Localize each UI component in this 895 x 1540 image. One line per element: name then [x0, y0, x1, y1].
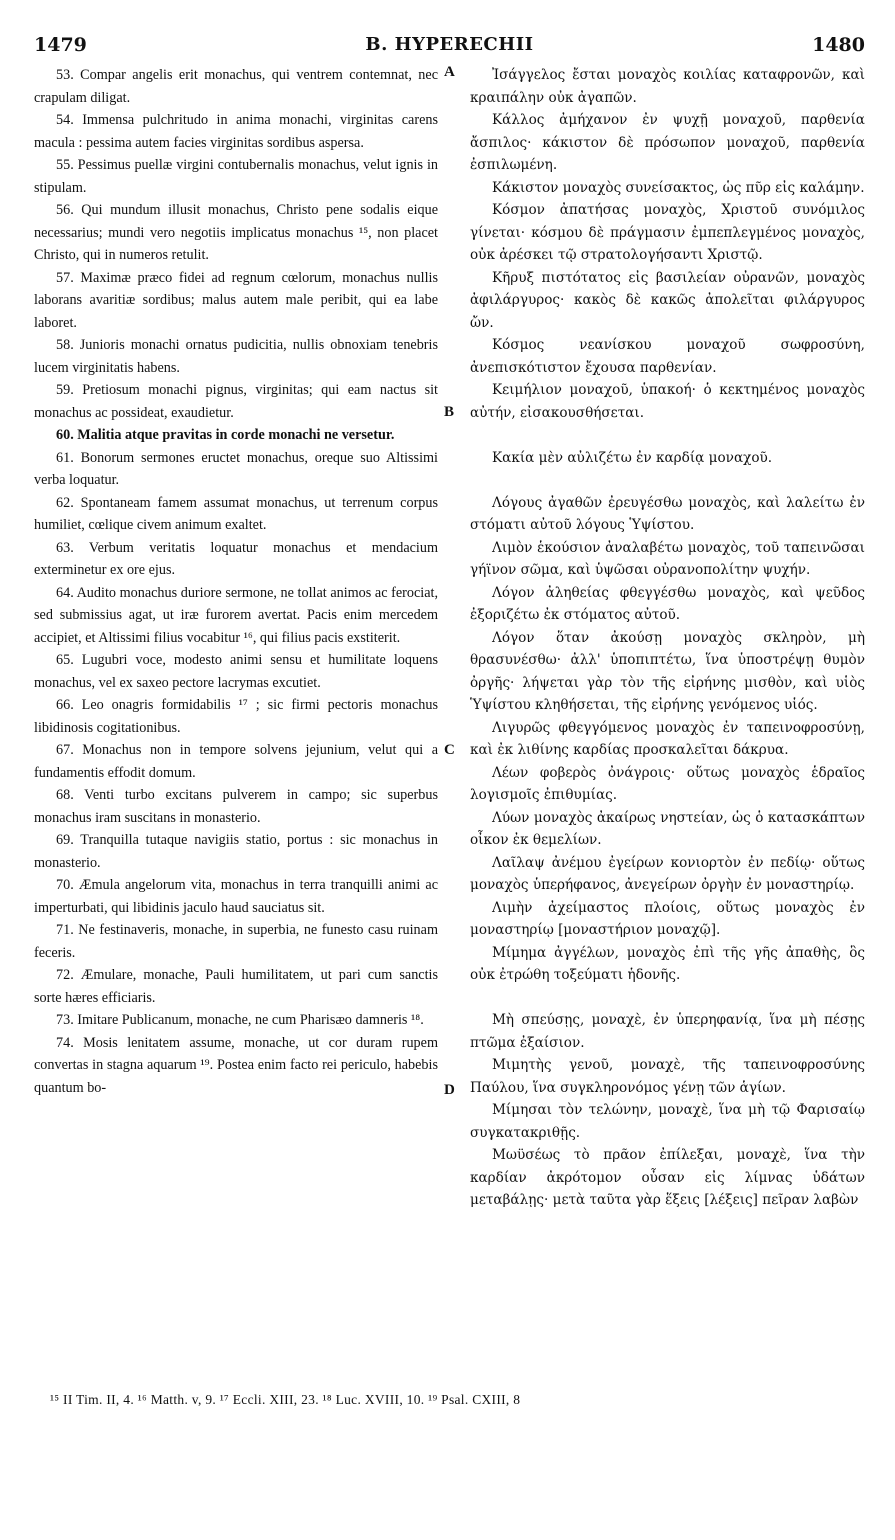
latin-para-64: 64. Audito monachus duriore sermone, ne tollat animos ac ferociat, sed submissius agat, ut iræ furorem avertat. Pacis enim mercedem accipiet, et Altissimi filius vocabitur ¹⁶, qui filius pacis exstiterit. — [34, 584, 438, 646]
latin-para-66: 66. Leo onagris formidabilis ¹⁷ ; sic firmi pectoris monachus libidinosis cogitationibus. — [34, 697, 438, 736]
latin-para-63: 63. Verbum veritatis loquatur monachus et mendacium exterminetur ex ore ejus. — [34, 539, 438, 578]
section-marker-c: C — [444, 742, 455, 758]
page-number-left: 1479 — [34, 34, 87, 56]
latin-para-74: 74. Mosis lenitatem assume, monache, ut cor duram rupem convertas in stagna aquarum ¹⁹. Postea enim facto rei periculo, habebis quantum bo- — [34, 1034, 438, 1096]
page-header — [34, 34, 865, 58]
section-marker-a: A — [444, 64, 455, 80]
running-title: B. HYPERECHII — [365, 34, 534, 55]
greek-para-74: Μωϋσέως τὸ πρᾶον ἐπίλεξαι, μοναχὲ, ἵνα τὴν καρδίαν ἀκρότομον οὖσαν εἰς λίμνας ὑδάτων μεταβάλῃς· μετὰ ταῦτα γὰρ ἕξεις [λέξεις] πεῖραν λαβὼν — [470, 1147, 865, 1208]
greek-para-64: Λόγον ὅταν ἀκούσῃ μοναχὸς σκληρὸν, μὴ θρασυνέσθω· ἀλλ' ὑποπιπτέτω, ἵνα ὑποστρέψῃ θυμὸν ὀργῆς· λήψεται γὰρ τὸν τῆς εἰρήνης μισθὸν, καὶ υἱὸς Ὑψίστου κληθήσεται, τῆς εἰρήνης γενόμενος υἱός. — [470, 629, 865, 713]
footnotes: ¹⁵ II Tim. II, 4. ¹⁶ Matth. v, 9. ¹⁷ Eccli. XIII, 23. ¹⁸ Luc. XVIII, 10. ¹⁹ Psal. CXIII, 8 — [50, 1392, 521, 1407]
greek-para-61: Λόγους ἀγαθῶν ἐρευγέσθω μοναχὸς, καὶ λαλείτω ἐν στόματι αὐτοῦ λόγους Ὑψίστου. — [470, 494, 865, 533]
greek-para-55: Κάκιστον μοναχὸς συνείσακτος, ὡς πῦρ εἰς καλάμην. — [492, 179, 865, 196]
latin-para-55: 55. Pessimus puellæ virgini contubernalis monachus, velut ignis in stipulam. — [34, 157, 438, 196]
latin-para-57: 57. Maximæ præco fidei ad regnum cœlorum, monachus nullis laborans avaritiæ sordibus; malus autem male peribit, qui ea labe laboret. — [34, 269, 438, 331]
latin-para-60: 60. Malitia atque pravitas in corde monachi ne versetur. — [56, 427, 395, 443]
greek-para-70: Μίμημα ἀγγέλων, μοναχὸς ἐπὶ τῆς γῆς ἀπαθὴς, ὃς οὐκ ἐτρώθη τοξεύματι ἡδονῆς. — [470, 944, 865, 983]
latin-para-72: 72. Æmulare, monache, Pauli humilitatem, ut pari cum sanctis sorte hæres efficiaris. — [34, 967, 438, 1006]
latin-para-62: 62. Spontaneam famem assumat monachus, ut terrenum corpus humiliet, cœlique civem animum exaltet. — [34, 494, 438, 533]
section-marker-b: B — [444, 404, 455, 420]
latin-para-59: 59. Pretiosum monachi pignus, virginitas; qui eam nactus sit monachus ac possideat, exaudietur. — [34, 382, 438, 421]
latin-column — [34, 64, 438, 1099]
spacer — [470, 987, 865, 1010]
greek-para-59: Κειμήλιον μοναχοῦ, ὑπακοή· ὁ κεκτημένος μοναχὸς αὐτήν, εἰσακουσθήσεται. — [470, 382, 865, 421]
latin-para-61: 61. Bonorum sermones eructet monachus, oreque suo Altissimi verba loquatur. — [34, 449, 438, 488]
spacer — [470, 424, 865, 447]
spacer — [470, 469, 865, 492]
latin-para-71: 71. Ne festinaveris, monache, in superbia, ne funesto casu ruinam feceris. — [34, 922, 438, 961]
latin-para-54: 54. Immensa pulchritudo in anima monachi, virginitas carens macula : pessima autem facies virginitas sordibus aspersa. — [34, 112, 438, 151]
greek-para-73: Μίμησαι τὸν τελώνην, μοναχὲ, ἵνα μὴ τῷ Φαρισαίῳ συγκατακριθῇς. — [470, 1102, 865, 1141]
page-number-right: 1480 — [812, 34, 865, 56]
latin-para-67: 67. Monachus non in tempore solvens jejunium, velut qui a fundamentis effodit domum. — [34, 742, 438, 781]
latin-para-70: 70. Æmula angelorum vita, monachus in terra tranquilli animi ac imperturbati, qui libidinis jaculo haud sauciatus sit. — [34, 877, 438, 916]
greek-column — [470, 64, 865, 1212]
latin-para-56: 56. Qui mundum illusit monachus, Christo pene sodalis eique necessarius; mundi vero negotiis implicatus monachus ¹⁵, non placet Christo, qui in numeros retulit. — [34, 202, 438, 263]
greek-para-58: Κόσμος νεανίσκου μοναχοῦ σωφροσύνη, ἀνεπισκότιστον ἔχουσα παρθενίαν. — [470, 337, 865, 376]
greek-para-57: Κῆρυξ πιστότατος εἰς βασιλείαν οὐρανῶν, μοναχὸς ἀφιλάργυρος· κακὸς δὲ κακῶς ἀπολεῖται φιλάργυρος ὤν. — [470, 269, 865, 331]
greek-para-62: Λιμὸν ἑκούσιον ἀναλαβέτω μοναχὸς, τοῦ ταπεινῶσαι γήϊνον σῶμα, καὶ ὑψῶσαι οὐρανοπολίτην ψυχήν. — [470, 539, 865, 578]
greek-para-56: Κόσμον ἀπατήσας μοναχὸς, Χριστοῦ συνόμιλος γίνεται· κόσμου δὲ πράγμασιν ἐμπεπλεγμένος μοναχὸς, οὐκ ἀρέσκει τῷ στρατολογήσαντι Χριστῷ. — [470, 202, 865, 263]
greek-para-67: Λύων μοναχὸς ἀκαίρως νηστείαν, ὡς ὁ κατασκάπτων οἶκον ἐκ θεμελίων. — [470, 809, 865, 848]
latin-para-65: 65. Lugubri voce, modesto animi sensu et humilitate loquens monachus, vel ex saxeo pectore lacrymas excutiet. — [34, 652, 438, 691]
section-marker-d: D — [444, 1082, 455, 1098]
greek-para-54: Κάλλος ἀμήχανον ἐν ψυχῇ μοναχοῦ, παρθενία ἄσπιλος· κάκιστον δὲ πρόσωπον μοναχοῦ, παρθενία ἐσπιλωμένη. — [470, 112, 865, 173]
latin-para-68: 68. Venti turbo excitans pulverem in campo; sic superbus monachus iram suscitans in monasterio. — [34, 787, 438, 826]
greek-para-60: Κακία μὲν αὐλιζέτω ἐν καρδίᾳ μοναχοῦ. — [492, 449, 773, 466]
greek-para-69: Λιμὴν ἀχείμαστος πλοίοις, οὕτως μοναχὸς ἐν μοναστηρίῳ [μοναστήριον μοναχῷ]. — [470, 899, 865, 938]
latin-para-58: 58. Junioris monachi ornatus pudicitia, nullis obnoxiam tenebris lucem virginitatis habens. — [34, 337, 438, 376]
latin-para-73: 73. Imitare Publicanum, monache, ne cum Pharisæo damneris ¹⁸. — [56, 1012, 424, 1028]
greek-para-65: Λιγυρῶς φθεγγόμενος μοναχὸς ἐν ταπεινοφροσύνῃ, καὶ ἐκ λιθίνης καρδίας προσκαλεῖται δάκρυα. — [470, 719, 865, 758]
greek-para-71: Μὴ σπεύσῃς, μοναχὲ, ἐν ὑπερηφανίᾳ, ἵνα μὴ πέσῃς πτῶμα ἐξαίσιον. — [470, 1012, 865, 1051]
latin-para-69: 69. Tranquilla tutaque navigiis statio, portus : sic monachus in monasterio. — [34, 832, 438, 871]
latin-para-53: 53. Compar angelis erit monachus, qui ventrem contemnat, nec crapulam diligat. — [34, 67, 438, 106]
greek-para-53: Ἰσάγγελος ἔσται μοναχὸς κοιλίας καταφρονῶν, καὶ κραιπάλην οὐκ ἀγαπῶν. — [470, 67, 865, 106]
greek-para-63: Λόγον ἀληθείας φθεγγέσθω μοναχὸς, καὶ ψεῦδος ἐξοριζέτω ἐκ στόματος αὐτοῦ. — [470, 584, 865, 623]
greek-para-68: Λαῖλαψ ἀνέμου ἐγείρων κονιορτὸν ἐν πεδίῳ· οὕτως μοναχὸς ὑπερήφανος, ἀνεγείρων ὀργὴν ἐν μοναστηρίῳ. — [470, 854, 865, 893]
greek-para-72: Μιμητὴς γενοῦ, μοναχὲ, τῆς ταπεινοφροσύνης Παύλου, ἵνα συγκληρονόμος γένῃ τῶν ἁγίων. — [470, 1057, 865, 1096]
greek-para-66: Λέων φοβερὸς ὀνάγροις· οὕτως μοναχὸς ἑδραῖος λογισμοῖς ἐπιθυμίας. — [470, 764, 865, 803]
